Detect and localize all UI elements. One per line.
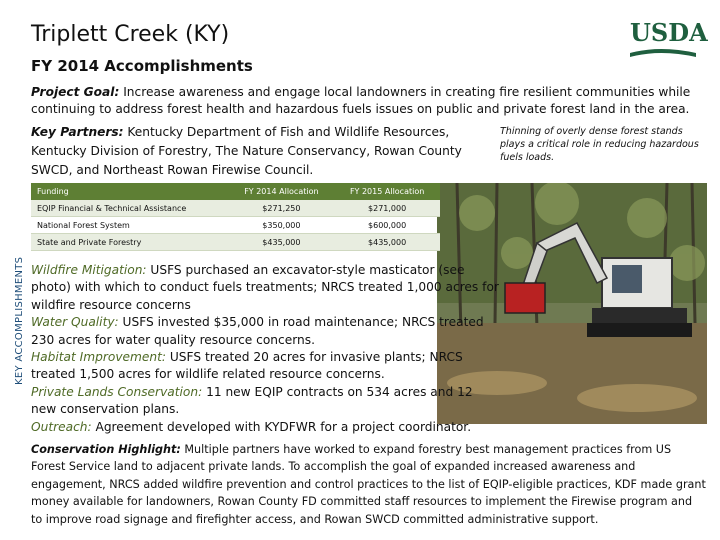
accomplishments-list (31, 262, 501, 436)
accomplishment-text: USFS purchased an excavator-style masticator (see photo) with which to conduct fuels treatments; NRCS treated 1,000 acres for wildfire resource concerns (31, 263, 499, 312)
sidebar-label: KEY ACCOMPLISHMENTS (14, 256, 25, 385)
fy2015-value: $600,000 (334, 217, 440, 234)
accomplishment-label: Private Lands Conservation: (31, 384, 203, 399)
conservation-highlight-label: Conservation Highlight: (31, 443, 181, 456)
project-goal-label: Project Goal: (31, 85, 120, 99)
fy2015-value: $435,000 (334, 234, 440, 251)
sidebar-label-container (2, 250, 26, 385)
funding-source: National Forest System (31, 217, 229, 234)
accomplishment-text: USFS treated 20 acres for invasive plants; NRCS treated 1,500 acres for wildlife related resource concerns. (31, 350, 463, 382)
fy2015-header: FY 2015 Allocation (334, 183, 440, 200)
usda-logo (630, 18, 708, 70)
page-title: Triplett Creek (KY) (31, 22, 230, 47)
funding-source: State and Private Forestry (31, 234, 229, 251)
funding-source: EQIP Financial & Technical Assistance (31, 200, 229, 217)
table-row (31, 234, 440, 251)
funding-header: Funding (31, 183, 229, 200)
project-goal (31, 84, 701, 118)
accomplishment-label: Water Quality: (31, 315, 119, 330)
usda-swoosh-icon (630, 47, 696, 61)
photo-caption: Thinning of overly dense forest stands plays a critical role in reducing hazardous fuels loads. (500, 126, 699, 163)
fy2014-value: $435,000 (229, 234, 335, 251)
funding-table (31, 183, 440, 251)
fy2014-header: FY 2014 Allocation (229, 183, 335, 200)
fy2014-value: $350,000 (229, 217, 335, 234)
conservation-highlight-text: Multiple partners have worked to expand forestry best management practices from US Forest Service land to adjacent private lands. To accomplish the goal of expanded increased awareness and engagement, NRCS added wildfire prevention and control practices to the list of EQIP-eligible practices, KDF made grant money available for landowners, Rowan County FD committed staff resources to implement the Firewise program and to improve road signage and firefighter access, and Rowan SWCD committed administrative support. (31, 443, 706, 526)
usda-logo-text: USDA (630, 18, 708, 47)
key-partners-text: Kentucky Department of Fish and Wildlife Resources, Kentucky Division of Forestry, The Nature Conservancy, Rowan County SWCD, and Northeast Rowan Firewise Council. (31, 125, 462, 177)
accomplishment-text: USFS invested $35,000 in road maintenance; NRCS treated 230 acres for water quality resource concerns. (31, 315, 484, 347)
fy2015-value: $271,000 (334, 200, 440, 217)
fy2014-value: $271,250 (229, 200, 335, 217)
funding-table-header (31, 183, 440, 200)
accomplishment-label: Wildfire Mitigation: (31, 263, 147, 277)
key-partners-label: Key Partners: (31, 125, 124, 139)
page-subtitle: FY 2014 Accomplishments (31, 57, 253, 75)
accomplishment-text: 11 new EQIP contracts on 534 acres and 12 new conservation plans. (31, 384, 473, 417)
table-row (31, 217, 440, 234)
table-row (31, 200, 440, 217)
accomplishment-label: Habitat Improvement: (31, 350, 167, 365)
conservation-highlight (31, 441, 706, 528)
accomplishment-text: Agreement developed with KYDFWR for a project coordinator. (91, 419, 472, 434)
key-partners (31, 123, 476, 180)
project-goal-text: Increase awareness and engage local landowners in creating fire resilient communities while continuing to address forest health and hazardous fuels issues on public and private forest land in the area. (31, 85, 691, 116)
accomplishment-label: Outreach: (31, 419, 92, 434)
